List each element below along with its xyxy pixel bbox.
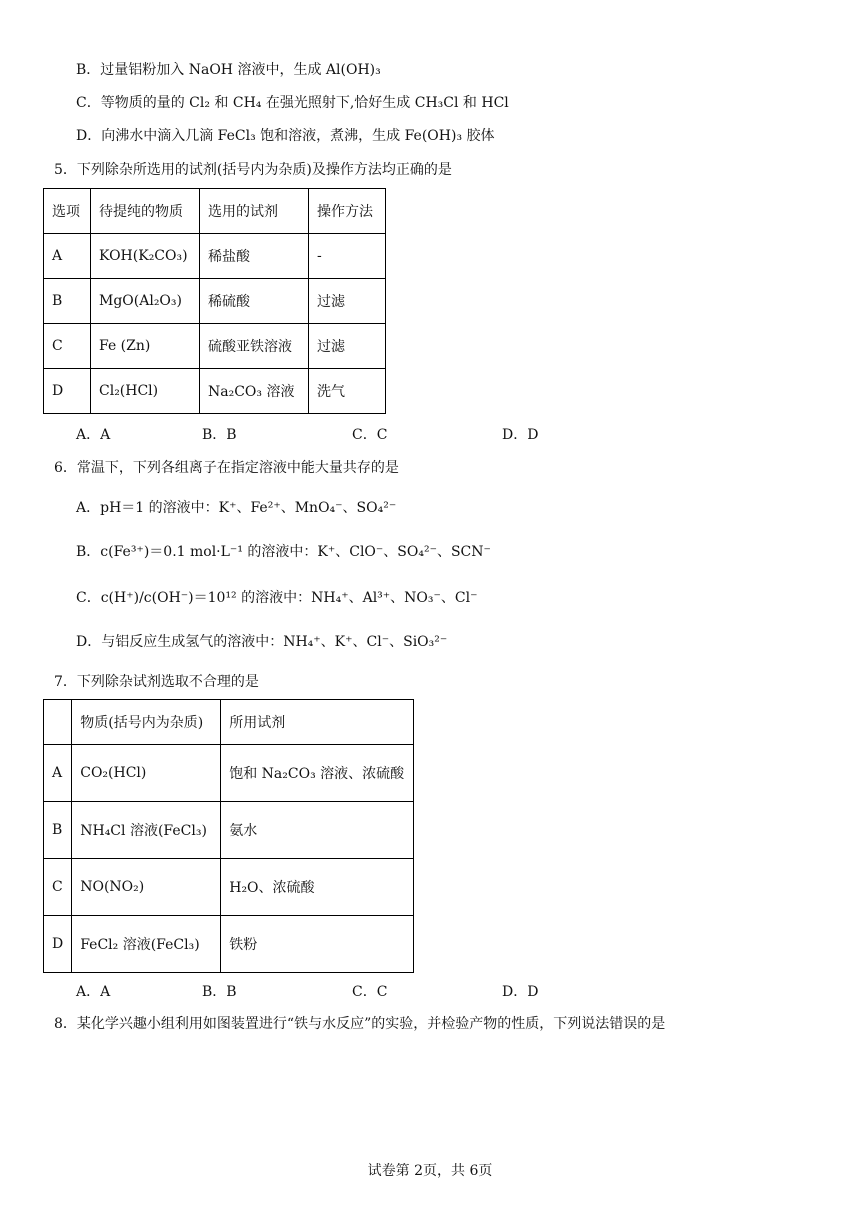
q6-option-c: C．c(H⁺)/c(OH⁻)＝10¹² 的溶液中：NH₄⁺、Al³⁺、NO₃⁻、Cl⁻ bbox=[76, 590, 478, 606]
table-cell: 氨水 bbox=[221, 802, 414, 859]
table-row bbox=[44, 916, 414, 973]
q7-stem: 7．下列除杂试剂选取不合理的是 bbox=[54, 674, 259, 690]
table-cell: A bbox=[44, 234, 91, 279]
table-cell: CO₂(HCl) bbox=[72, 745, 221, 802]
table-cell: 稀盐酸 bbox=[200, 234, 309, 279]
table-row bbox=[44, 324, 386, 369]
q8-stem: 8．某化学兴趣小组利用如图装置进行“铁与水反应”的实验，并检验产物的性质，下列说法错误的是 bbox=[54, 1016, 666, 1032]
q7-option-c: C．C bbox=[352, 984, 388, 1000]
table-cell: D bbox=[44, 369, 91, 414]
table-header-cell: 待提纯的物质 bbox=[91, 189, 200, 234]
table-cell: 硫酸亚铁溶液 bbox=[200, 324, 309, 369]
table-header-cell: 所用试剂 bbox=[221, 700, 414, 745]
table-cell: C bbox=[44, 324, 91, 369]
table-cell: B bbox=[44, 279, 91, 324]
q6-stem: 6．常温下，下列各组离子在指定溶液中能大量共存的是 bbox=[54, 460, 399, 476]
q5-options bbox=[76, 424, 562, 444]
table-cell: 饱和 Na₂CO₃ 溶液、浓硫酸 bbox=[221, 745, 414, 802]
table-row bbox=[44, 234, 386, 279]
q6-option-d: D．与铝反应生成氢气的溶液中：NH₄⁺、K⁺、Cl⁻、SiO₃²⁻ bbox=[76, 634, 448, 650]
table-cell: H₂O、浓硫酸 bbox=[221, 859, 414, 916]
table-cell: 过滤 bbox=[309, 324, 386, 369]
q5-option-c: C．C bbox=[352, 427, 388, 443]
q5-option-d: D．D bbox=[502, 427, 539, 443]
table-cell: B bbox=[44, 802, 72, 859]
q7-table bbox=[43, 699, 414, 973]
q5-stem: 5．下列除杂所选用的试剂(括号内为杂质)及操作方法均正确的是 bbox=[54, 162, 452, 178]
page-footer: 试卷第 2页，共 6页 bbox=[367, 1163, 493, 1179]
table-header-cell: 选项 bbox=[44, 189, 91, 234]
q5-option-b: B．B bbox=[202, 427, 237, 443]
table-cell: - bbox=[309, 234, 386, 279]
table-header-cell: 操作方法 bbox=[309, 189, 386, 234]
q4-option-b: B．过量铝粉加入 NaOH 溶液中，生成 Al(OH)₃ bbox=[76, 62, 381, 78]
table-cell: Cl₂(HCl) bbox=[91, 369, 200, 414]
table-row bbox=[44, 189, 386, 234]
q7-option-d: D．D bbox=[502, 984, 539, 1000]
table-header-cell bbox=[44, 700, 72, 745]
table-cell: 过滤 bbox=[309, 279, 386, 324]
table-cell: D bbox=[44, 916, 72, 973]
table-cell: 铁粉 bbox=[221, 916, 414, 973]
q7-options bbox=[76, 981, 562, 1001]
table-cell: 洗气 bbox=[309, 369, 386, 414]
table-header-cell: 物质(括号内为杂质) bbox=[72, 700, 221, 745]
table-cell: NO(NO₂) bbox=[72, 859, 221, 916]
table-cell: MgO(Al₂O₃) bbox=[91, 279, 200, 324]
q4-option-c: C．等物质的量的 Cl₂ 和 CH₄ 在强光照射下,恰好生成 CH₃Cl 和 HCl bbox=[76, 95, 509, 111]
table-cell: C bbox=[44, 859, 72, 916]
table-row bbox=[44, 802, 414, 859]
table-row bbox=[44, 859, 414, 916]
table-cell: NH₄Cl 溶液(FeCl₃) bbox=[72, 802, 221, 859]
table-row bbox=[44, 745, 414, 802]
q5-table bbox=[43, 188, 386, 414]
table-row bbox=[44, 700, 414, 745]
q7-option-a: A．A bbox=[76, 984, 111, 1000]
table-header-cell: 选用的试剂 bbox=[200, 189, 309, 234]
table-cell: KOH(K₂CO₃) bbox=[91, 234, 200, 279]
q6-option-b: B．c(Fe³⁺)＝0.1 mol·L⁻¹ 的溶液中：K⁺、ClO⁻、SO₄²⁻、SCN⁻ bbox=[76, 544, 491, 560]
table-cell: Na₂CO₃ 溶液 bbox=[200, 369, 309, 414]
q7-option-b: B．B bbox=[202, 984, 237, 1000]
table-row bbox=[44, 369, 386, 414]
table-cell: FeCl₂ 溶液(FeCl₃) bbox=[72, 916, 221, 973]
table-cell: 稀硫酸 bbox=[200, 279, 309, 324]
q4-option-d: D．向沸水中滴入几滴 FeCl₃ 饱和溶液，煮沸，生成 Fe(OH)₃ 胶体 bbox=[76, 128, 495, 144]
table-row bbox=[44, 279, 386, 324]
q6-option-a: A．pH＝1 的溶液中：K⁺、Fe²⁺、MnO₄⁻、SO₄²⁻ bbox=[76, 500, 397, 516]
q5-option-a: A．A bbox=[76, 427, 111, 443]
table-cell: Fe (Zn) bbox=[91, 324, 200, 369]
table-cell: A bbox=[44, 745, 72, 802]
